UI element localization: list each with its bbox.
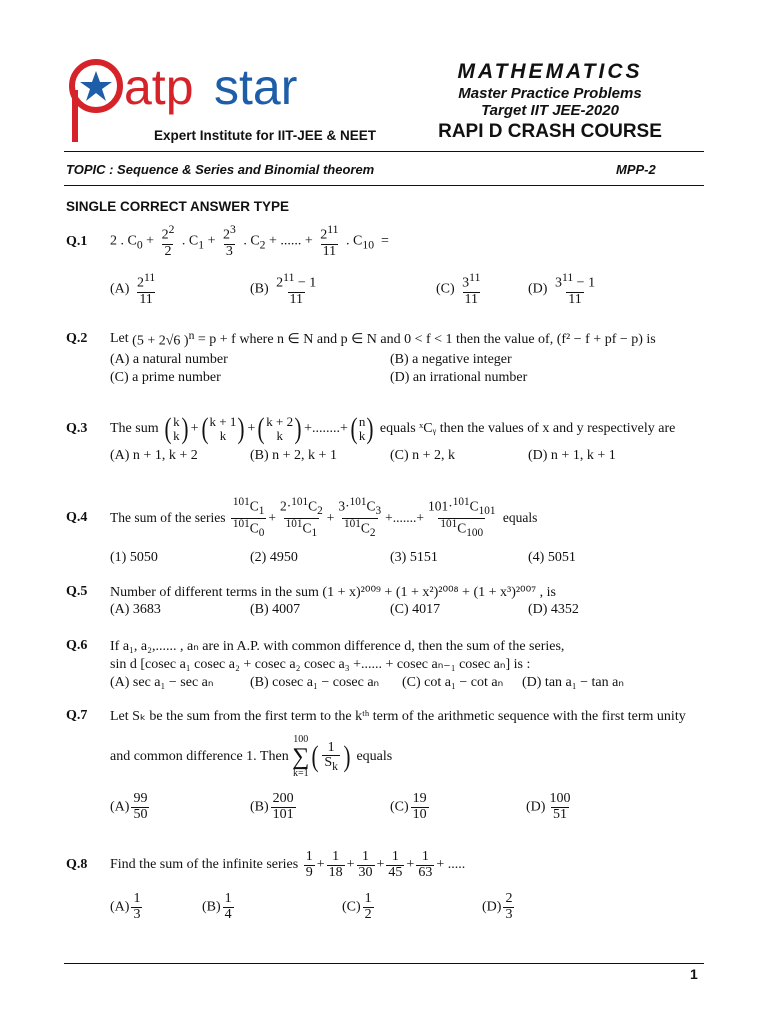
q2-text: = p + f where n ∈ N and p ∈ N and 0 < f < 1 then the value of, (f² − f + pf − p) is	[197, 331, 656, 347]
sheet-code: MPP-2	[616, 162, 656, 177]
question-number: Q.1	[66, 234, 88, 249]
option-a[interactable]: (A) $\frac{2^{11}}{11}$	[110, 271, 156, 307]
q5-option-b[interactable]: (B) 4007	[250, 602, 301, 617]
section-title: SINGLE CORRECT ANSWER TYPE	[66, 199, 290, 214]
q2-option-d[interactable]: (D) an irrational number	[390, 370, 528, 385]
subject-title: MATHEMATICS	[457, 60, 643, 83]
q3-tail: equals ˣCᵧ then the values of x and y respectively are	[379, 421, 676, 436]
q7-line2b: equals	[356, 749, 393, 764]
topic-rule	[64, 185, 704, 186]
question-number: Q.3	[66, 421, 88, 436]
question-number: Q.8	[66, 857, 88, 872]
course-title: RAPI D CRASH COURSE	[438, 121, 662, 142]
footer-rule	[64, 963, 704, 964]
q5-option-d[interactable]: (D) 4352	[528, 602, 579, 617]
q7-options	[110, 788, 574, 826]
q2-option-a[interactable]: (A) a natural number	[110, 352, 228, 367]
q5-text: Number of different terms in the sum (1 + x)²⁰⁰⁹ + (1 + x²)²⁰⁰⁸ + (1 + x³)²⁰⁰⁷ , is	[110, 584, 557, 600]
q4-option-2[interactable]: (2) 4950	[250, 550, 298, 565]
q5-option-c[interactable]: (C) 4017	[390, 602, 441, 617]
q4-tail: equals	[502, 510, 538, 525]
logo-star: star	[214, 59, 298, 115]
q3-lead: The sum	[110, 421, 159, 436]
q4-option-4[interactable]: (4) 5051	[528, 550, 576, 565]
logo-atp: atp	[124, 59, 194, 115]
q7-line2: and common difference 1. Then 100 ∑ k=1 ( $\frac{1}{S_k}$ ) equals	[110, 734, 393, 779]
question-1	[66, 224, 389, 260]
option-d[interactable]: (D) $\frac{2}{3}$	[482, 890, 513, 922]
q6-option-b[interactable]: (B) cosec a₁ − cosec aₙ	[250, 675, 380, 690]
logo	[66, 56, 386, 146]
header-line1: Master Practice Problems	[458, 85, 642, 102]
question-number: Q.6	[66, 638, 88, 653]
header-rule	[64, 151, 704, 152]
question-4: Q.4 The sum of the series $\frac{^{101}C_1}{^{101}C_0}$ + $\frac{2\cdot^{101}C_2}{^{101}C_1}$ + $\frac{3\cdot^{101}C_3}{^{101}C_2}$ +.......+ $\frac{101\cdot^{101}C_{101}}{^{101}C_{100}}$ equals	[66, 495, 538, 539]
question-2	[66, 328, 656, 350]
q3-option-a[interactable]: (A) n + 1, k + 2	[110, 448, 198, 463]
q7-line1: Let Sₖ be the sum from the first term to the kᵗʰ term of the arithmetic sequence with the first term unity	[110, 708, 686, 724]
question-number: Q.7	[66, 708, 88, 723]
q1-expression: 2 . $C_0$ + $\frac{2^2}{2}$ . $C_1$ + $\frac{2^3}{3}$ . $C_2$ + ...... + $\frac{2^{11}}{11}$ . $C_{10}$ =	[110, 223, 389, 259]
q8-lead: Find the sum of the infinite series	[110, 857, 299, 872]
q3-option-c[interactable]: (C) n + 2, k	[390, 448, 456, 463]
star-logo-icon	[66, 56, 126, 148]
tagline: Expert Institute for IIT-JEE & NEET	[154, 128, 377, 143]
header-line2: Target IIT JEE-2020	[481, 102, 619, 119]
option-a[interactable]: (A) $\frac{99}{50}$	[110, 790, 148, 822]
question-number: Q.2	[66, 331, 88, 346]
q2-option-c[interactable]: (C) a prime number	[110, 370, 221, 385]
q2-lead: Let	[110, 331, 129, 346]
question-8: Q.8 Find the sum of the infinite series $\frac{1}{9}$ + $\frac{1}{18}$ + $\frac{1}{30}$ + $\frac{1}{45}$ + $\frac{1}{63}$ + .....	[66, 848, 466, 880]
q7-sum: 100 ∑ k=1	[292, 734, 310, 779]
page-number: 1	[690, 966, 698, 982]
q3-option-d[interactable]: (D) n + 1, k + 1	[528, 448, 616, 463]
q6-option-d[interactable]: (D) tan a₁ − tan aₙ	[522, 675, 624, 690]
question-3: Q.3 The sum ( k k ) + ( k + 1 k ) + ( k + 2 k ) +........+ ( n k ) equals ˣCᵧ then the values of x and y respectively are	[66, 412, 676, 445]
option-b[interactable]: (B) $\frac{200}{101}$	[250, 790, 294, 822]
question-7	[66, 706, 686, 726]
option-c[interactable]: (C) $\frac{19}{10}$	[390, 790, 427, 822]
option-c[interactable]: (C) $\frac{1}{2}$	[342, 890, 372, 922]
q7-line2a: and common difference 1. Then	[110, 749, 289, 764]
q2-option-b[interactable]: (B) a negative integer	[390, 352, 512, 367]
q5-option-a[interactable]: (A) 3683	[110, 602, 161, 617]
q4-option-1[interactable]: (1) 5050	[110, 550, 158, 565]
q4-lead: The sum of the series	[110, 510, 226, 525]
option-d[interactable]: (D) $\frac{3^{11} - 1}{11}$	[528, 271, 596, 307]
q2-expression: (5 + 2√6 )$^n$	[132, 328, 195, 349]
q1-options	[110, 272, 599, 308]
question-6	[66, 636, 564, 656]
question-number: Q.4	[66, 510, 88, 525]
q3-option-b[interactable]: (B) n + 2, k + 1	[250, 448, 337, 463]
q4-option-3[interactable]: (3) 5151	[390, 550, 438, 565]
topic-text: TOPIC : Sequence & Series and Binomial theorem	[66, 162, 375, 177]
q6-option-a[interactable]: (A) sec a₁ − sec aₙ	[110, 675, 214, 690]
question-number: Q.5	[66, 584, 88, 599]
option-b[interactable]: (B) $\frac{1}{4}$	[202, 890, 232, 922]
q8-options	[110, 888, 516, 926]
option-d[interactable]: (D) $\frac{100}{51}$	[526, 790, 571, 822]
option-c[interactable]: (C) $\frac{3^{11}}{11}$	[436, 271, 481, 307]
question-5	[66, 582, 556, 602]
q6-option-c[interactable]: (C) cot a₁ − cot aₙ	[402, 675, 504, 690]
q6-line2: sin d [cosec a₁ cosec a₂ + cosec a₂ cosec a₃ +...... + cosec aₙ₋₁ cosec aₙ] is :	[110, 657, 531, 672]
option-a[interactable]: (A) $\frac{1}{3}$	[110, 890, 141, 922]
option-b[interactable]: (B) $\frac{2^{11} - 1}{11}$	[250, 271, 317, 307]
q6-line1: If a₁, a₂,...... , aₙ are in A.P. with common difference d, then the sum of the series,	[110, 638, 565, 654]
